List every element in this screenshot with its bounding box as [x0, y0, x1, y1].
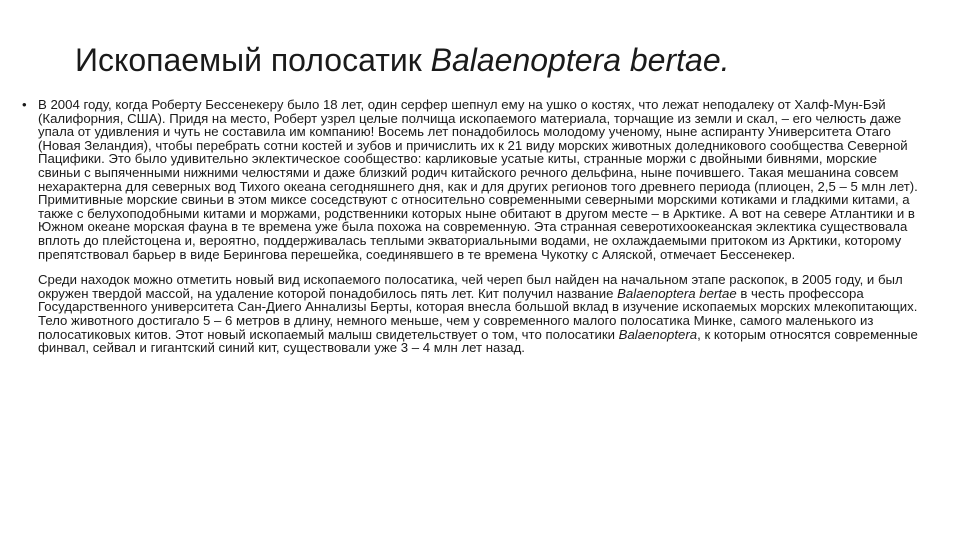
paragraph-2-text-a: Среди находок можно отметить новый вид ископаемого полосатика, чей череп был найден на начальном этапе раскопок, в 2005 году, и был окружен твердой массой, на удаление которой понадобилось пять лет. Кит получил название — [38, 272, 903, 301]
slide-body — [22, 98, 922, 355]
paragraph-2 — [22, 273, 922, 355]
title-latin-name: Balaenoptera bertae. — [430, 42, 730, 78]
paragraph-2-latin-b: Balaenoptera — [618, 326, 698, 342]
bullet-marker: • — [22, 97, 27, 112]
paragraph-2-text-b: в честь профессора Государственного университета Сан-Диего Аннализы Берты, которая внесла большой вклад в изучение ископаемых морских млекопитающих. Тело животного достигало 5 – 6 метров в длину, немного меньше, чем у современного малого полосатика Минке, самого маленького из полосатиковых китов. Этот новый ископаемый малыш свидетельствует о том, что полосатики — [38, 285, 918, 342]
paragraph-1 — [22, 98, 922, 261]
paragraph-1-text: В 2004 году, когда Роберту Бессенекеру было 18 лет, один серфер шепнул ему на ушко о костях, что лежат неподалеку от Халф-Мун-Бэй (Калифорния, США). Придя на место, Роберт узрел целые полчища ископаемого материала, торчащие из земли и скал, – его челюсть даже упала от удивления и чуть не составила им компанию! Восемь лет понадобилось молодому ученому, ныне аспиранту Университета Отаго (Новая Зеландия), чтобы перебрать сотни костей и зубов и причислить их к 21 виду морских животных доледникового сообщества Северной Пацифики. Это было удивительно эклектическое сообщество: карликовые усатые киты, странные моржи с двойными бивнями, морские свиньи с выпяченными нижними челюстями и даже близкий родич китайского речного дельфина, ныне почившего. Такая мешанина совсем нехарактерна для северных вод Тихого океана сегодняшнего дня, как и для других регионов того древнего периода (плиоцен, 2,5 – 5 млн лет). Примитивные морские свиньи в этом миксе соседствуют с относительно современными северными морскими котиками и гладкими китами, а также с белухоподобными китами и моржами, родственники которых ныне обитают в другом месте – в Арктике. А вот на севере Атлантики и в Южном океане морская фауна в те времена уже была похожа на современную. Эта странная северотихоокеанская эклектика существовала вплоть до плейстоцена и, вероятно, поддерживалась теплыми экваториальными водами, не охлаждаемыми притоком из Арктики, которому препятствовал барьер в виде Берингова перешейка, соединявшего в те времена Чукотку с Аляской, отмечает Бессенекер. — [38, 97, 918, 262]
paragraph-2-text-c: , к которым относятся современные финвал, сейвал и гигантский синий кит, существовали уже 3 – 4 млн лет назад. — [38, 326, 918, 356]
slide-title — [75, 38, 925, 82]
title-main-text: Ископаемый полосатик — [75, 42, 431, 78]
paragraph-2-latin-a: Balaenoptera bertae — [617, 285, 737, 301]
